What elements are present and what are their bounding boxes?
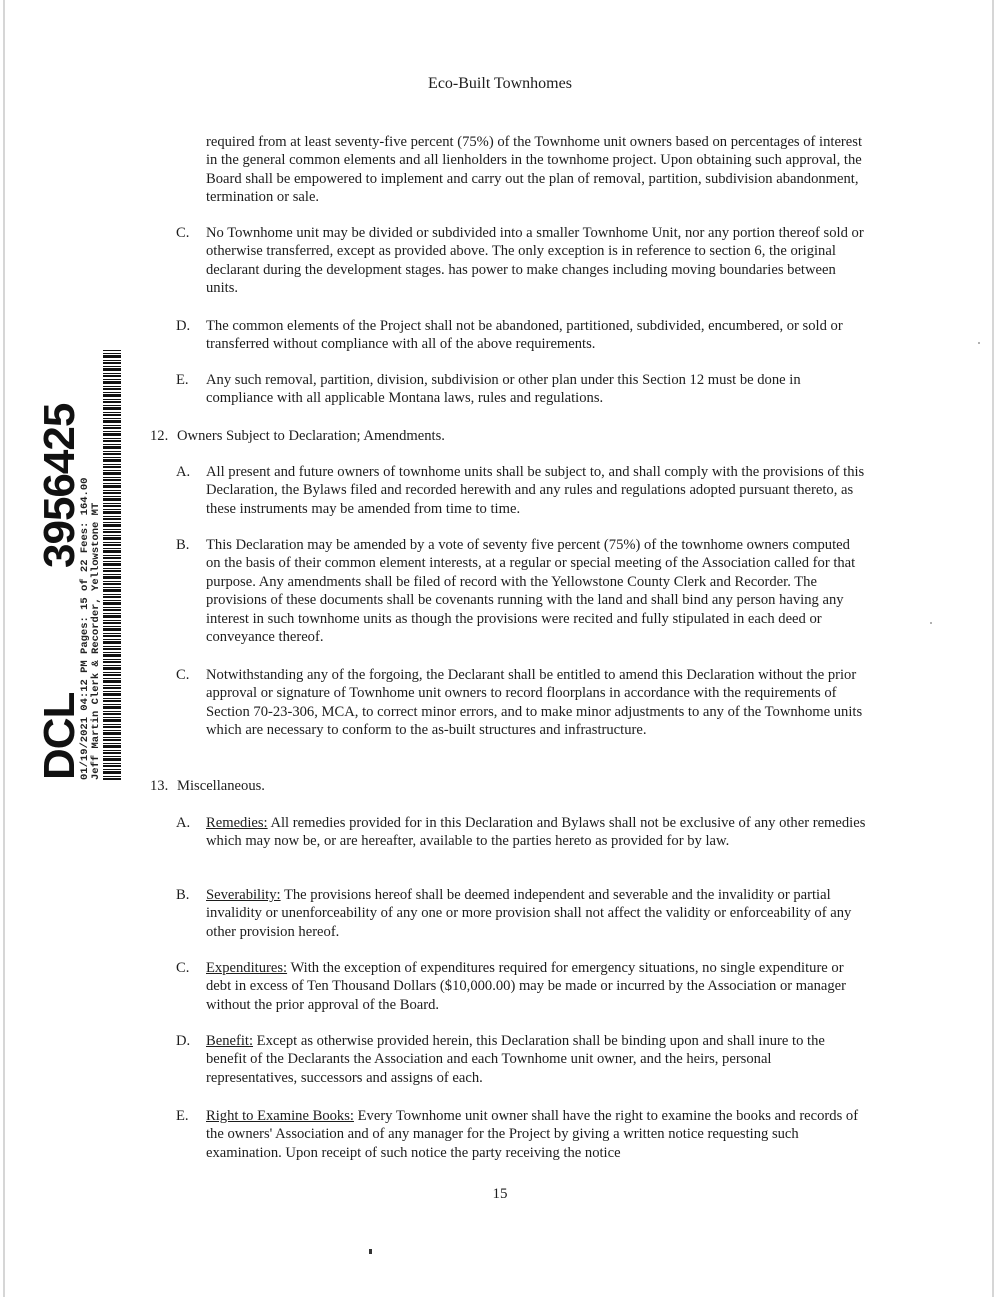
item-label: A. [176, 815, 191, 831]
item-title: Right to Examine Books: [206, 1108, 354, 1124]
page-left-edge [3, 0, 5, 1297]
item-title: Remedies: [206, 815, 268, 831]
item-body: With the exception of expenditures required for emergency situations, no single expenditure or debt in excess of Ten Thousand Dollars ($10,000.00) may be made or incurred by the Association or manager without the prior approval of the Board. [206, 960, 846, 1013]
stamp-recording-line: 01/19/2021 04:12 PM Pages: 15 of 22 Fees: 164.00 [79, 477, 91, 780]
section-heading: Miscellaneous. [177, 778, 265, 794]
item-label: C. [176, 667, 190, 683]
item-text: The common elements of the Project shall not be abandoned, partitioned, subdivided, encumbered, or sold or transferred without compliance with all of the above requirements. [206, 318, 843, 353]
scan-speck [369, 1249, 372, 1254]
item-label: D. [176, 1033, 191, 1049]
item-text [206, 1032, 866, 1087]
item-label: E. [176, 372, 189, 388]
item-text: No Townhome unit may be divided or subdivided into a smaller Townhome Unit, nor any portion thereof sold or otherwise transferred, except as provided above. The only exception is in reference to section 6, the original declarant during the development stages. has power to make changes including moving boundaries between units. [206, 225, 864, 297]
scan-dot [930, 622, 932, 624]
item-text: Notwithstanding any of the forgoing, the Declarant shall be entitled to amend this Declaration without the prior approval or signature of Townhome unit owners to record floorplans in accordance with the requirements of Section 70-23-306, MCA, to correct minor errors, and to make minor adjustments to any of the Townhome units which are necessary to conform to the as-built structures and infrastructure. [206, 667, 863, 739]
item-label: A. [176, 464, 191, 480]
item-body: The provisions hereof shall be deemed independent and severable and the invalidity or partial invalidity or unenforceability of any one or more provision shall not affect the validity or enforceability of any other provision hereof. [206, 887, 852, 940]
item-body: Every Townhome unit owner shall have the right to examine the books and records of the owners' Association and of any manager for the Project by giving a written notice requesting such examination. Upon receipt of such notice the party receiving the notice [206, 1108, 859, 1161]
item-body: All remedies provided for in this Declaration and Bylaws shall not be exclusive of any other remedies which may now be, or are hereafter, available to the parties hereto as provided for by law. [206, 815, 866, 850]
scan-dot [978, 342, 980, 344]
intro-paragraph: required from at least seventy-five percent (75%) of the Townhome unit owners based on percentages of interest in the general common elements and all lienholders in the townhome project. Upon obtaining such approval, the Board shall be empowered to implement and carry out the plan of removal, partition, subdivision abandonment, termination or sale. [206, 134, 863, 206]
item-label: B. [176, 537, 190, 553]
item-label: E. [176, 1108, 189, 1124]
section-number: 12. [150, 428, 169, 444]
stamp-document-number: 3956425 [35, 403, 84, 568]
item-label: C. [176, 225, 190, 241]
item-text: Any such removal, partition, division, subdivision or other plan under this Section 12 must be done in compliance with all applicable Montana laws, rules and regulations. [206, 372, 801, 407]
item-title: Benefit: [206, 1033, 254, 1049]
section-number: 13. [150, 778, 169, 794]
item-body: Except as otherwise provided herein, this Declaration shall be binding upon and shall inure to the benefit of the Declarants the Association and each Townhome unit owner, and the heirs, personal representatives, successors and assigns of each. [206, 1033, 825, 1086]
item-text [206, 1107, 866, 1162]
item-title: Expenditures: [206, 960, 288, 976]
item-text: All present and future owners of townhome units shall be subject to, and shall comply with the provisions of this Declaration, the Bylaws filed and recorded herewith and any rules and regulations adopted pursuant thereto, as these instruments may be amended from time to time. [206, 464, 865, 517]
item-text: This Declaration may be amended by a vote of seventy five percent (75%) of the townhome owners computed on the basis of their common element interests, at a regular or special meeting of the Association called for that purpose. Any amendments shall be filed of record with the Yellowstone County Clerk and Recorder. The provisions of these documents shall be covenants running with the land and shall bind any person having any interest in such townhome units as though the provisions were recited and fully stipulated in each deed or conveyance thereof. [206, 537, 856, 646]
barcode [103, 350, 121, 780]
item-text [206, 814, 866, 851]
item-text [206, 886, 866, 941]
recording-stamp [35, 340, 136, 780]
item-text [206, 959, 866, 1014]
section-heading: Owners Subject to Declaration; Amendments. [177, 428, 445, 444]
stamp-code: DCL [35, 692, 84, 780]
page-right-edge [992, 0, 994, 1297]
item-label: D. [176, 318, 191, 334]
item-label: B. [176, 887, 190, 903]
page-number: 15 [492, 1186, 508, 1202]
page-header-title: Eco-Built Townhomes [428, 75, 572, 92]
item-title: Severability: [206, 887, 281, 903]
stamp-recorder-line: Jeff Martin Clerk & Recorder, Yellowstone MT [90, 502, 102, 780]
item-label: C. [176, 960, 190, 976]
